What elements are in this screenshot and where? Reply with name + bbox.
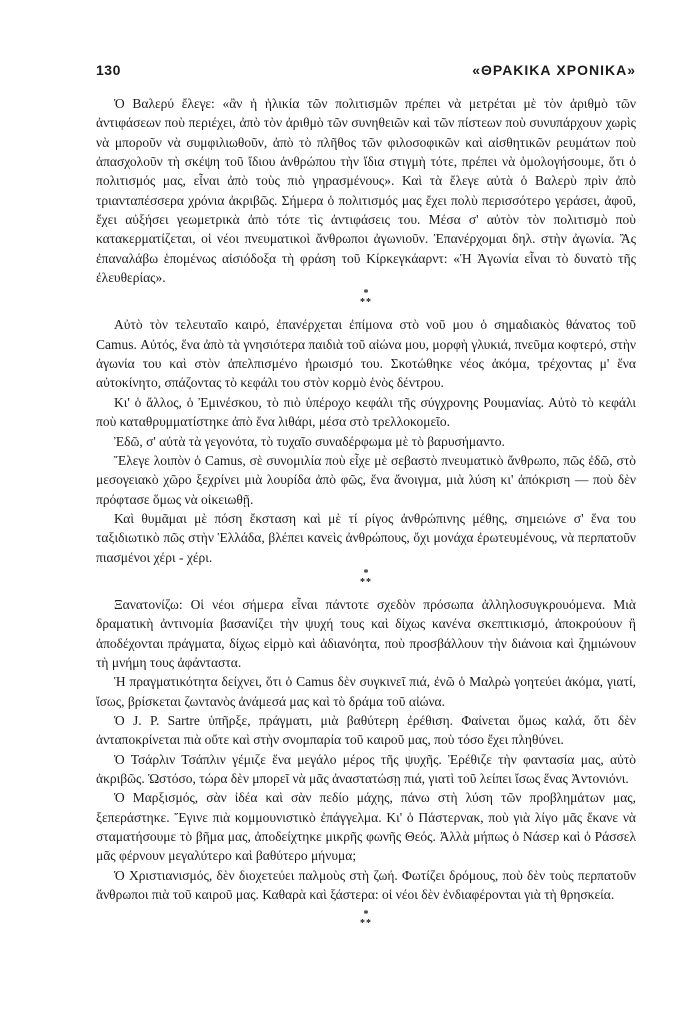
document-page: [96, 62, 636, 936]
paragraph: Ὁ Μαρξισμός, σὰν ἰδέα καὶ σὰν πεδίο μάχης, πάνω στὴ λύση τῶν προβλημάτων μας, ξεπεράστηκε. Ἔγινε πιὰ κομμουνιστικὸ ἐπάγγελμα. Κι' ὁ Πάστερνακ, ποὺ γιὰ λίγο μᾶς ἔκανε νὰ σταματήσουμε τὸ βῆμα μας, ἀποδείχτηκε μικρῆς φωνῆς Θεός. Ἀλλὰ μήπως ὁ Νάσερ καὶ ὁ Ράσσελ μᾶς φέρνουν μεγαλύτερο καὶ βαθύτερο μήνυμα;: [96, 790, 636, 864]
separator-stars: **: [360, 297, 372, 309]
article-body: [96, 94, 636, 928]
separator-star: *: [363, 288, 369, 300]
paragraph: Κι' ὁ ἄλλος, ὁ Ἐμινέσκου, τὸ πιὸ ὑπέροχο κεφάλι τῆς σύγχρονης Ρουμανίας. Αὐτὸ τὸ κεφάλι ποὺ καταθρυμματίστηκε ἀπὸ ἕνα λιθάρι, μέσα στὸ τρελλοκομεῖο.: [96, 394, 636, 430]
page-header: [96, 62, 636, 78]
paragraph: Καὶ θυμᾶμαι μὲ πόση ἔκσταση καὶ μὲ τί ρίγος ἀνθρώπινης μέθης, σημειώνε σ' ἕνα του ταξιδιωτικὸ πῶς στὴν Ἑλλάδα, βλέπει κανεὶς ἀνθρώπους, ὄχι μονάχα ἐρωτευμένους, νὰ περπατοῦν πιασμένοι χέρι - χέρι.: [96, 510, 636, 565]
separator-star: *: [363, 567, 369, 579]
separator-stars: **: [360, 918, 372, 930]
page-number: 130: [96, 62, 121, 78]
separator-stars: **: [360, 576, 372, 588]
section-separator: [96, 910, 636, 928]
paragraph: Αὐτὸ τὸν τελευταῖο καιρό, ἐπανέρχεται ἐπίμονα στὸ νοῦ μου ὁ σημαδιακὸς θάνατος τοῦ Camus. Αὐτός, ἕνα ἀπὸ τὰ γνησιότερα παιδιὰ τοῦ αἰώνα μου, μορφὴ γλυκιά, πνεῦμα κοφτερό, στὴν ἀγωνία του καὶ στὸν ἀπελπισμένο ἡρωισμό του. Σκοτώθηκε νέος ἀκόμα, τρέχοντας μ' ἕνα αὐτοκίνητο, σπάζοντας τὸ κεφάλι του στὸν κορμὸ ἑνὸς δέντρου.: [96, 317, 636, 391]
section-separator: [96, 289, 636, 307]
separator-star: *: [363, 909, 369, 921]
paragraph: Ἔλεγε λοιπὸν ὁ Camus, σὲ συνομιλία ποὺ εἶχε μὲ σεβαστὸ πνευματικὸ ἄνθρωπο, πῶς ἐδῶ, στὸ μεσογειακὸ χῶρο ξεχρίνει μιὰ λουρίδα ἀπὸ φῶς, ἕνα ἄνοιγμα, μιὰ λύση κι' ἀπόκριση — ποὺ δὲν πρόφτασε ὅμως νὰ οἰκειωθῇ.: [96, 452, 636, 507]
paragraph: Ἡ πραγματικότητα δείχνει, ὅτι ὁ Camus δὲν συγκινεῖ πιά, ἐνῶ ὁ Μαλρὼ γοητεύει ἀκόμα, γιατί, ἴσως, βρίσκεται ζωντανὸς ἀνάμεσά μας καὶ τὸ δράμα τοῦ αἰώνα.: [96, 674, 636, 709]
paragraph: Ξανατονίζω: Οἱ νέοι σήμερα εἶναι πάντοτε σχεδὸν πρόσωπα ἀλληλοσυγκρουόμενα. Μιὰ δραματικὴ ἀντινομία βασανίζει τὴν ψυχή τους καὶ δίχως κανένα σκεπτικισμό, ἀποκρούουν ἢ ἀποδέχονται πράγματα, δίχως εἱρμὸ καὶ ἀδιανόητα, ποὺ προσβάλλουν τὴν διάνοια καὶ ζημιώνουν τὴ μνήμη τους ἀφάνταστα.: [96, 596, 636, 670]
paragraph: Ὁ Τσάρλιν Τσάπλιν γέμιζε ἕνα μεγάλο μέρος τῆς ψυχῆς. Ἐρέθιζε τὴν φαντασία μας, αὐτὸ ἀκριβῶς. Ὡστόσο, τώρα δὲν μπορεῖ νὰ μᾶς ἀναστατώσῃ πιά, γιατὶ τοῦ λείπει ἴσως ἕνας Ἀντονιόνι.: [96, 751, 636, 786]
paragraph: Ὁ J. P. Sartre ὑπῆρξε, πράγματι, μιὰ βαθύτερη ἐρέθιση. Φαίνεται ὅμως καλά, ὅτι δὲν ἀνταποκρίνεται πιὰ οὔτε καὶ στὴν σνομπαρία τοῦ καιροῦ μας, ποὺ τόσο ἔχει πληθύνει.: [96, 712, 636, 748]
paragraph: Ὁ Χριστιανισμός, δὲν διοχετεύει παλμοὺς στὴ ζωή. Φωτίζει δρόμους, ποὺ δὲν τοὺς περπατοῦν ἄνθρωποι πιὰ τοῦ καιροῦ μας. Καθαρὰ καὶ ξάστερα: οἱ νέοι δὲν ἐνδιαφέρονται γιὰ τὴ θρησκεία.: [96, 867, 636, 903]
section-separator: [96, 569, 636, 587]
paragraph: Ἐδῶ, σ' αὐτὰ τὰ γεγονότα, τὸ τυχαῖο συναδέρφωμα μὲ τὸ βαρυσήμαντο.: [114, 433, 505, 449]
paragraph: Ὁ Βαλερύ ἔλεγε: «ἂν ἡ ἡλικία τῶν πολιτισμῶν πρέπει νὰ μετρέται μὲ τὸν ἀριθμὸ τῶν ἀντιφάσεων ποὺ περιέχει, ἀπὸ τὸν ἀριθμὸ τῶν συνηθειῶν καὶ τῶν πίστεων ποὺ συνυπάρχουν χωρὶς νὰ μποροῦν νὰ συμφιλιωθοῦν, ἀπὸ τὸ πλῆθος τῶν φιλοσοφικῶν καὶ αἰσθητικῶν ρευμάτων ποὺ ἀπασχολοῦν τὴ σκέψη τοῦ ἴδιου ἀνθρώπου τὴν ἴδια στιγμὴ τότε, πρέπει νὰ ὁμολογήσουμε, ὅτι ὁ πολιτισμός μας, εἶναι ἀπὸ τοὺς πιὸ γηρασμένους». Καὶ τὰ ἔλεγε αὐτὰ ὁ Βαλερὺ πρὶν ἀπὸ τριανταπέσσερα χρόνια ἀκριβῶς. Σήμερα ὁ πολιτισμός μας ἔχει πολὺ περισσότερο γεράσει, ἀφοῦ, ἔχει αὐξήσει γεωμετρικὰ ἀπὸ τότε τὶς ἀντιφάσεις του. Μέσα σ' αὐτὸν τὸν πολιτισμὸ ποὺ κατακερματίζεται, οἱ νέοι πνευματικοὶ ἄνθρωποι ἀγωνιοῦν. Ἐπανέρχομαι δηλ. στὴν ἀγωνία. Ἂς ἐπαναλάβω ἑπομένως αἰσιόδοξα τὴ φράση τοῦ Κίρκεγκάαρντ: «Ἡ Ἀγωνία εἶναι τὸ δυνατὸ τῆς ἐλευθερίας».: [96, 96, 636, 286]
running-head: «ΘΡΑΚΙΚΑ ΧΡΟΝΙΚΑ»: [472, 62, 636, 78]
